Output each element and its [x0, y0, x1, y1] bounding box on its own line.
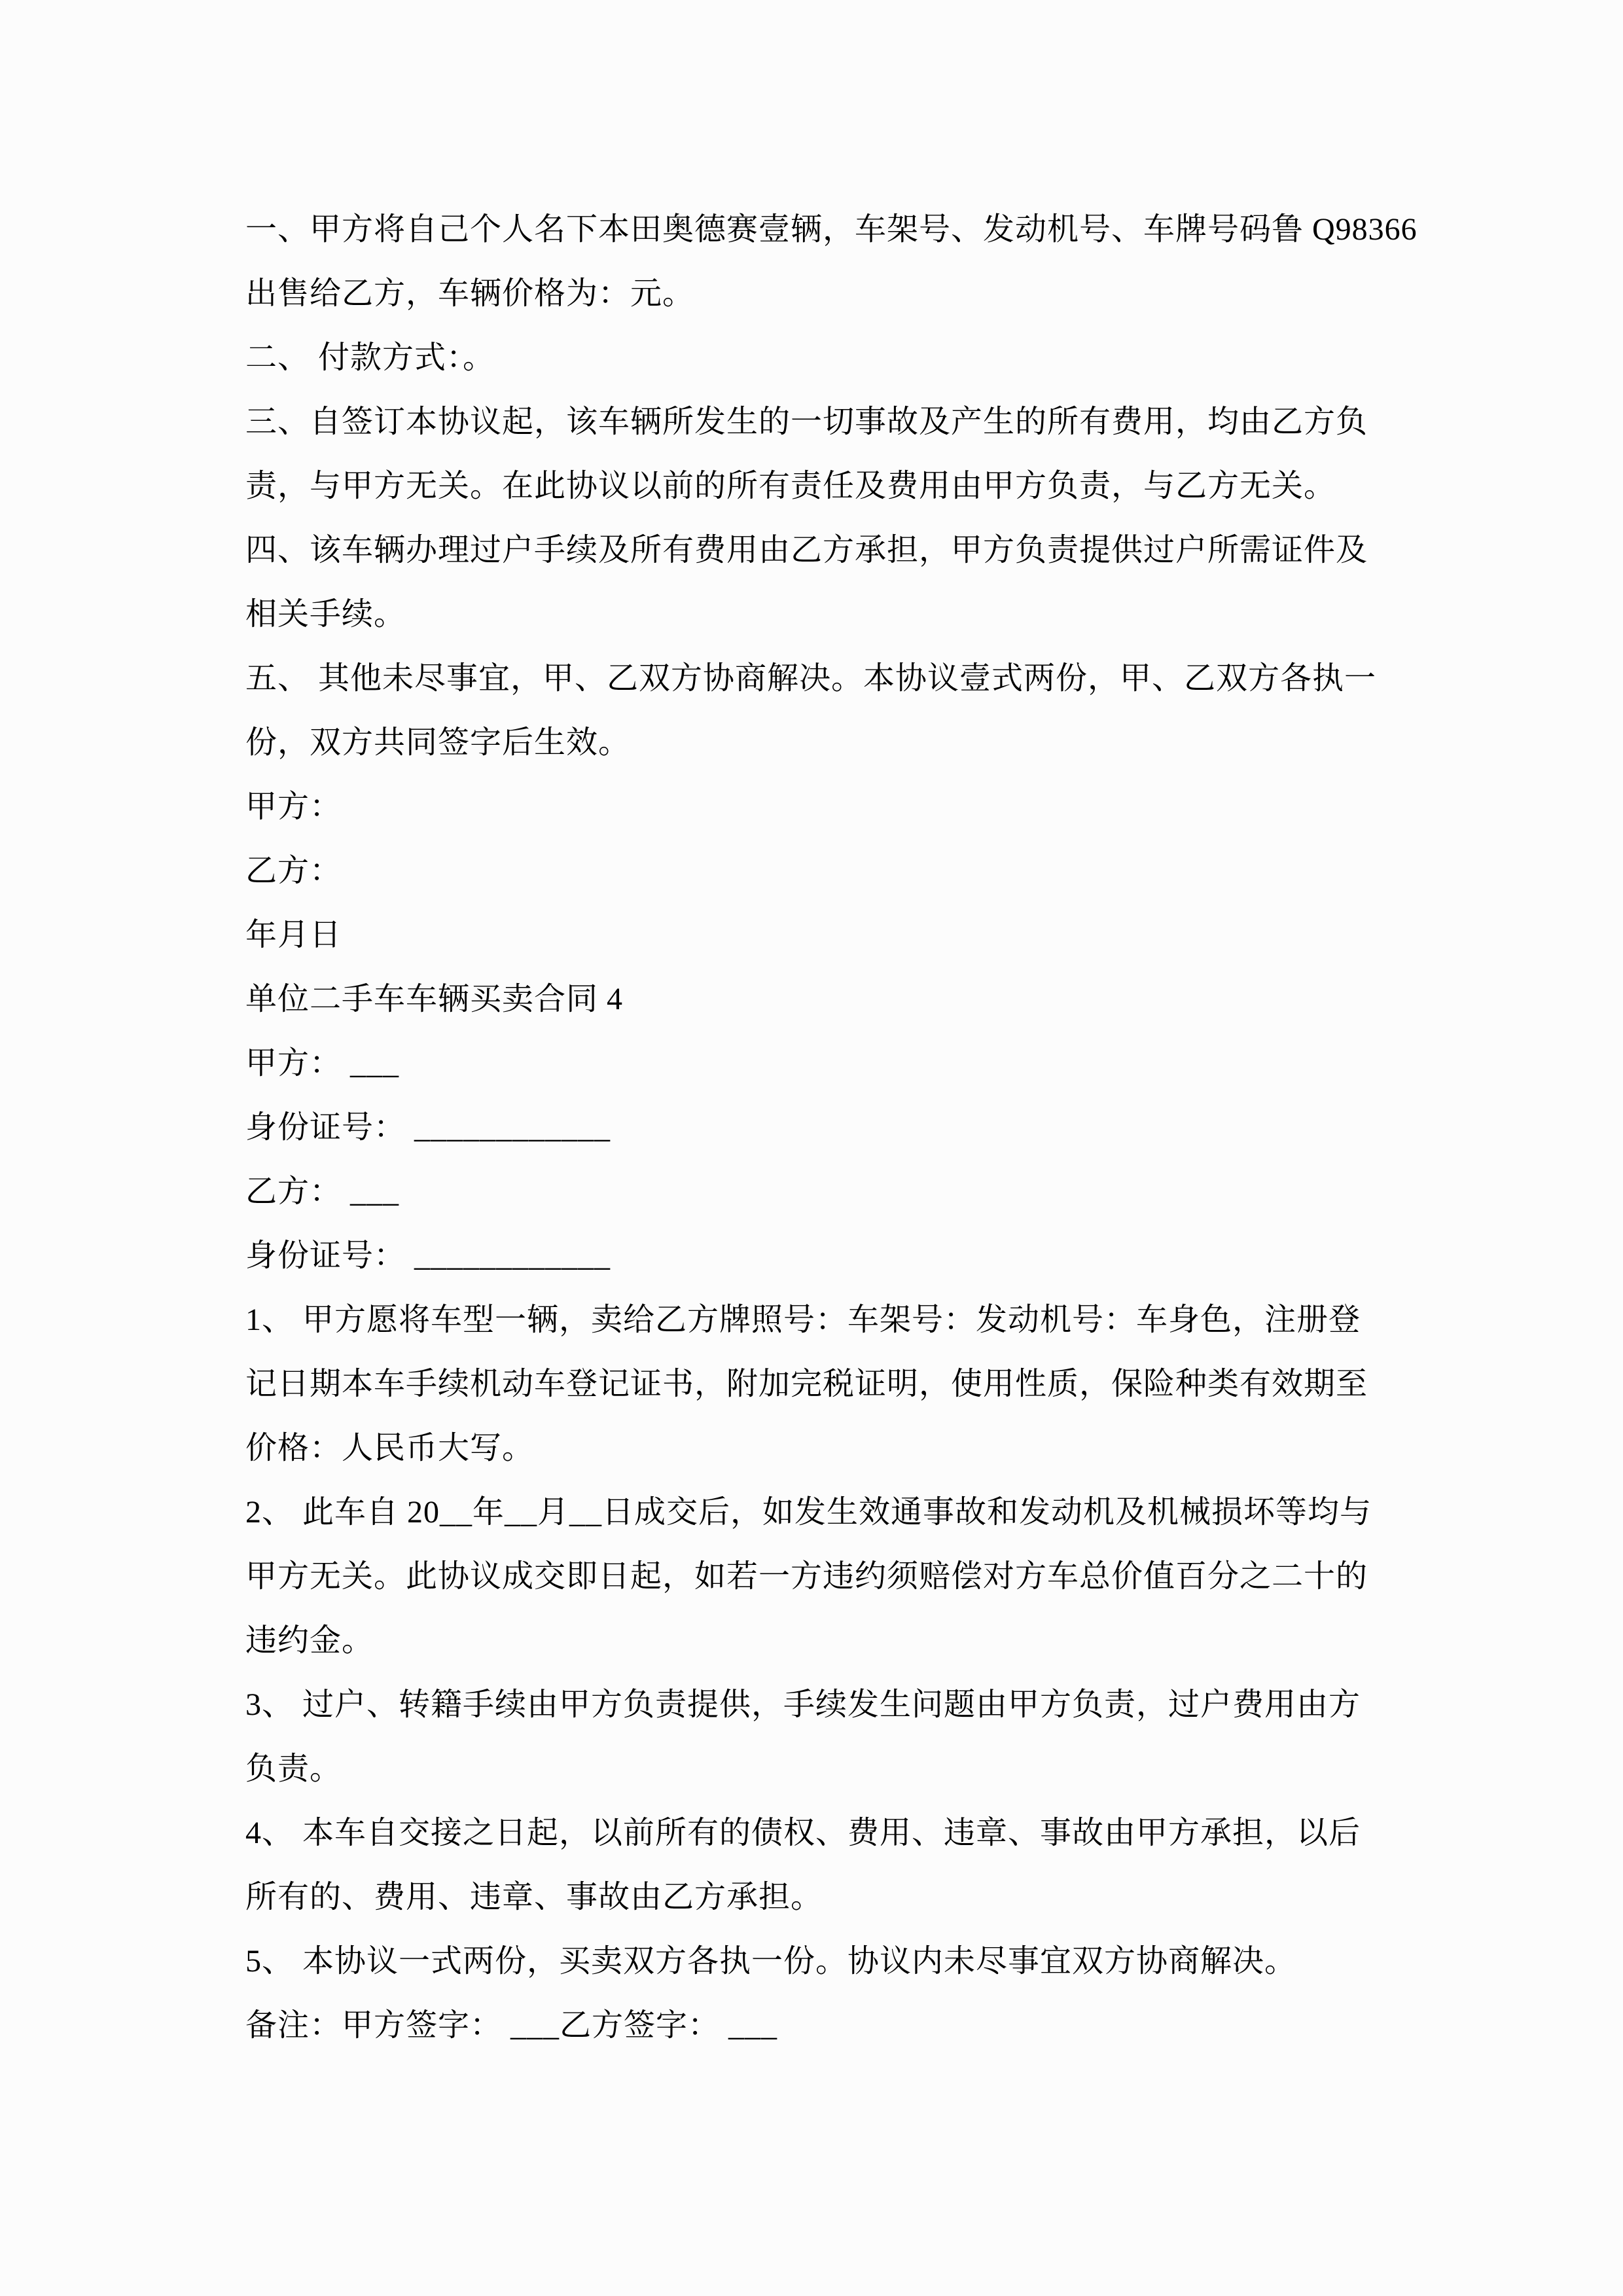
c4-clause-1-line-2: 记日期本车手续机动车登记证书，附加完税证明，使用性质，保险种类有效期至: [245, 1367, 1368, 1401]
party-a-name-field: 甲方： ___: [245, 1046, 400, 1081]
clause-2: 二、 付款方式：。: [245, 340, 495, 375]
remarks-signature-line: 备注：甲方签字： ___乙方签字： ___: [245, 2008, 778, 2043]
clause-3-line-2: 责，与甲方无关。在此协议以前的所有责任及费用由甲方负责，与乙方无关。: [245, 469, 1336, 503]
c4-clause-2-line-3: 违约金。: [245, 1623, 374, 1658]
clause-1-line-2: 出售给乙方，车辆价格为：元。: [245, 276, 695, 311]
c4-clause-2-line-2: 甲方无关。此协议成交即日起，如若一方违约须赔偿对方车总价值百分之二十的: [245, 1559, 1368, 1594]
party-b-signature-label: 乙方：: [245, 853, 342, 888]
date-line: 年月日: [245, 918, 342, 952]
clause-1-line-1: 一、甲方将自己个人名下本田奥德赛壹辆，车架号、发动机号、车牌号码鲁 Q98366: [245, 212, 1418, 247]
contract-4-title: 单位二手车车辆买卖合同 4: [245, 982, 624, 1016]
c4-clause-3-line-1: 3、 过户、转籍手续由甲方负责提供，手续发生问题由甲方负责，过户费用由方: [245, 1687, 1361, 1722]
party-a-id-field: 身份证号： ____________: [245, 1110, 611, 1145]
party-a-signature-label: 甲方：: [245, 789, 342, 824]
party-b-id-field: 身份证号： ____________: [245, 1238, 611, 1273]
c4-clause-1-line-3: 价格：人民币大写。: [245, 1431, 535, 1465]
clause-5-line-2: 份，双方共同签字后生效。: [245, 725, 631, 760]
clause-4-line-2: 相关手续。: [245, 597, 406, 632]
clause-4-line-1: 四、该车辆办理过户手续及所有费用由乙方承担，甲方负责提供过户所需证件及: [245, 533, 1368, 567]
c4-clause-3-line-2: 负责。: [245, 1751, 342, 1786]
party-b-name-field: 乙方： ___: [245, 1174, 400, 1209]
contract-text: [245, 198, 1418, 2058]
c4-clause-4-line-1: 4、 本车自交接之日起，以前所有的债权、费用、违章、事故由甲方承担，以后: [245, 1816, 1361, 1850]
c4-clause-4-line-2: 所有的、费用、违章、事故由乙方承担。: [245, 1880, 823, 1914]
clause-5-line-1: 五、 其他未尽事宜，甲、乙双方协商解决。本协议壹式两份，甲、乙双方各执一: [245, 661, 1377, 696]
c4-clause-2-line-1: 2、 此车自 20__年__月__日成交后，如发生效通事故和发动机及机械损坏等均与: [245, 1495, 1372, 1530]
c4-clause-1-line-1: 1、 甲方愿将车型一辆，卖给乙方牌照号：车架号：发动机号：车身色，注册登: [245, 1302, 1361, 1337]
c4-clause-5: 5、 本协议一式两份，买卖双方各执一份。协议内未尽事宜双方协商解决。: [245, 1944, 1297, 1979]
clause-3-line-1: 三、自签订本协议起，该车辆所发生的一切事故及产生的所有费用，均由乙方负: [245, 404, 1368, 439]
